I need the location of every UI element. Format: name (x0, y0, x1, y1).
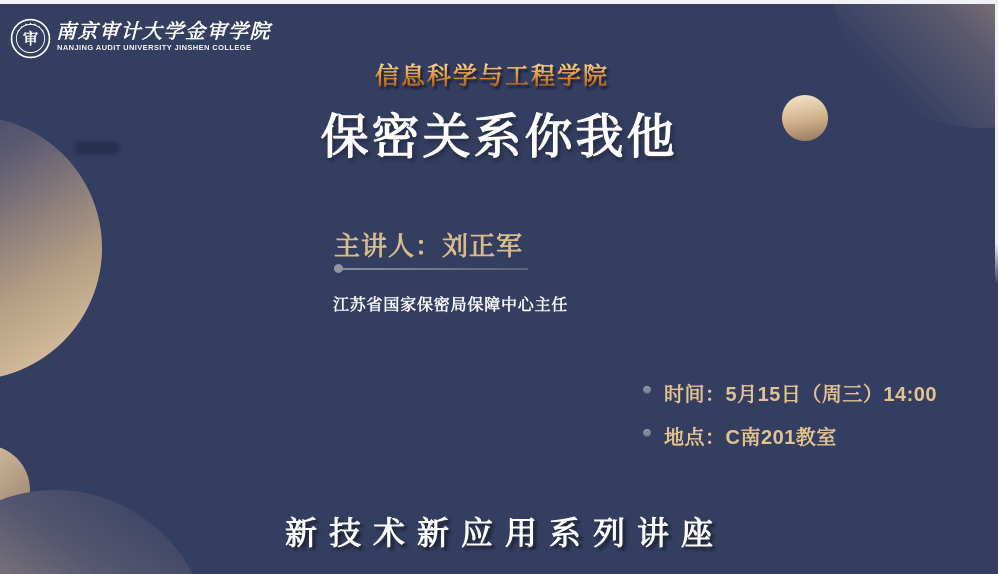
speaker-affiliation: 江苏省国家保密局保障中心主任 (333, 297, 569, 314)
list-item (643, 421, 937, 450)
event-time: 时间：5月15日（周三）14:00 (664, 384, 938, 406)
speaker-name: 主讲人：刘正军 (334, 231, 524, 261)
event-location: 地点：C南201教室 (664, 427, 837, 449)
svg-text:审: 审 (22, 31, 39, 49)
lecture-title: 保密关系你我他 (320, 111, 678, 164)
series-title: 新技术新应用系列讲座 (284, 515, 725, 551)
university-seal-icon (10, 18, 51, 59)
bullet-dot-icon (643, 386, 651, 394)
bullet-dot-icon (643, 429, 651, 437)
divider-line (334, 268, 528, 270)
department-title: 信息科学与工程学院 (0, 56, 984, 91)
university-name-cn: 南京审计大学金审学院 (56, 19, 271, 43)
event-info-list (643, 378, 937, 450)
university-name-en: NANJING AUDIT UNIVERSITY JINSHEN COLLEGE (57, 43, 252, 52)
divider-dot-icon (334, 264, 343, 273)
list-item (643, 378, 937, 407)
lecture-poster-slide (0, 4, 998, 574)
